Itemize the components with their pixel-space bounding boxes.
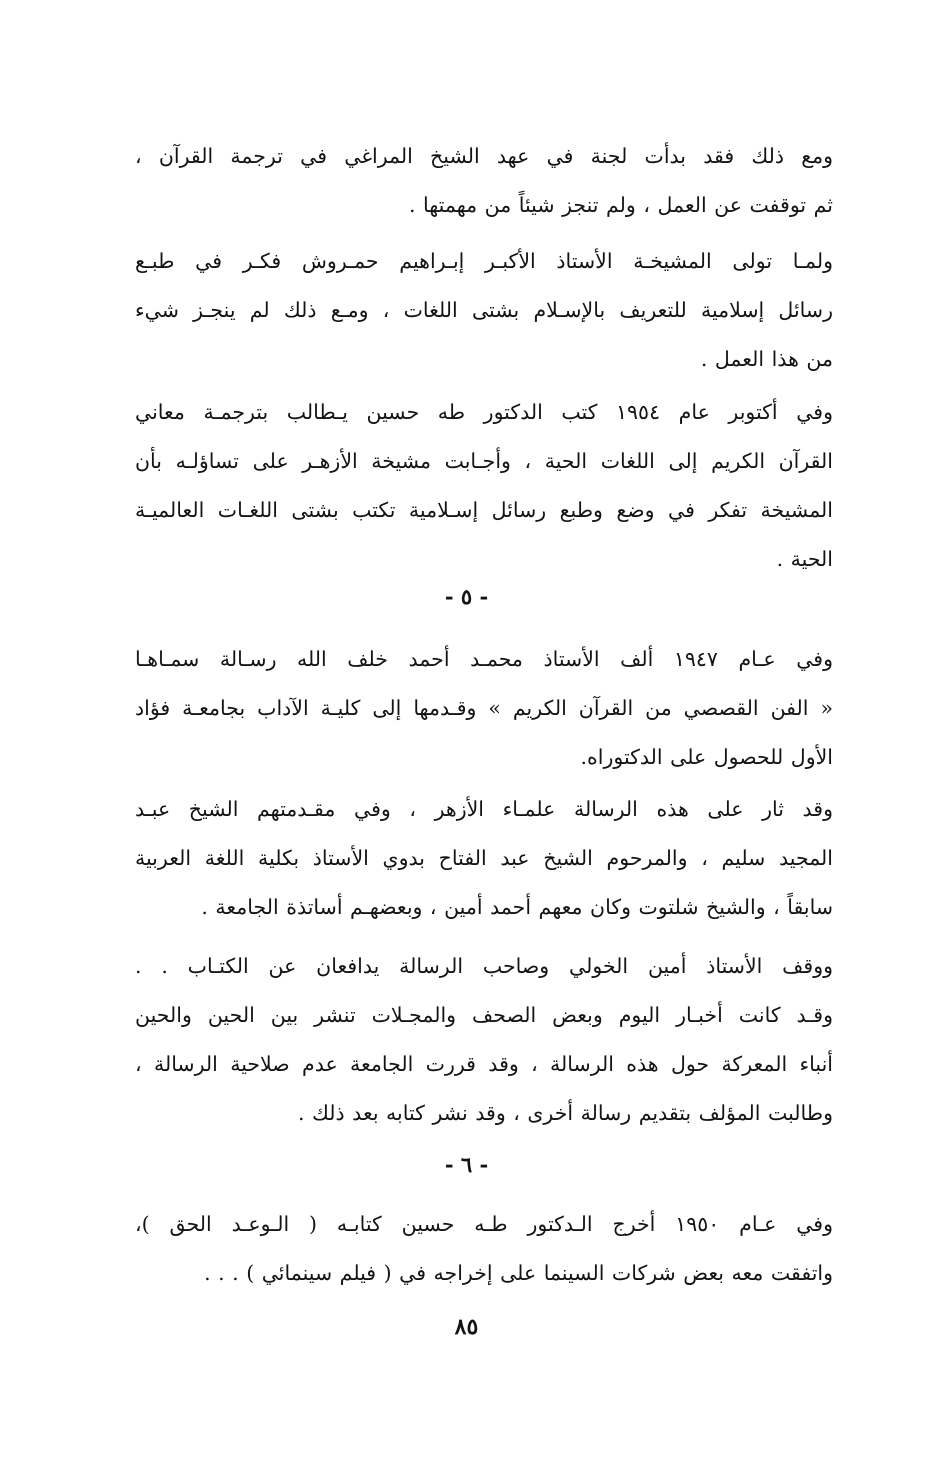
text-line: وطالبت المؤلف بتقديم رسالة أخرى ، وقد نشر كتابه بعد ذلك . <box>297 1101 833 1125</box>
text-line: القرآن الكريم إلى اللغات الحية ، وأجـابت مشيخة الأزهـر على تساؤلـه بأن <box>135 449 833 473</box>
paragraph-khouli-defense <box>135 942 833 1138</box>
text-line: أنباء المعركة حول هذه الرسالة ، وقد قررت الجامعة عدم صلاحية الرسالة ، <box>135 1052 833 1076</box>
section-mark-5: - ٥ - <box>444 584 489 609</box>
paragraph-true-promise-1950 <box>135 1200 833 1298</box>
text-line: ولمـا تولى المشيخـة الأستاذ الأكبـر إبـراهيم حمـروش فكـر في طبـع <box>135 249 833 273</box>
text-line: وفي عـام ١٩٥٠ أخرج الـدكتور طـه حسين كتابـه ( الـوعـد الحق )، <box>135 1212 833 1236</box>
text-line: ثم توقفت عن العمل ، ولم تنجز شيئاً من مهمتها . <box>408 193 833 217</box>
text-line: الحية . <box>776 547 833 571</box>
text-line: سابقاً ، والشيخ شلتوت وكان معهم أحمد أمين ، وبعضهـم أساتذة الجامعة . <box>201 895 833 919</box>
text-line: ومع ذلك فقد بدأت لجنة في عهد الشيخ المراغي في ترجمة القرآن ، <box>135 144 833 168</box>
text-line: واتفقت معه بعض شركات السينما على إخراجه في ( فيلم سينمائي ) . . . <box>204 1261 833 1285</box>
text-line: رسائل إسلامية للتعريف بالإسـلام بشتى اللغات ، ومـع ذلك لم ينجـز شيء <box>135 298 833 322</box>
text-line: المشيخة تفكر في وضع وطبع رسائل إسـلامية تكتب بشتى اللغـات العالميـة <box>135 498 833 522</box>
paragraph-taha-hussein-1954 <box>135 388 833 584</box>
text-line: ووقف الأستاذ أمين الخولي وصاحب الرسالة يدافعان عن الكتـاب . . <box>135 954 833 978</box>
paragraph-azhar-scholars <box>135 785 833 932</box>
paragraph-khalafallah-1947 <box>135 635 833 782</box>
text-line: « الفن القصصي من القرآن الكريم » وقـدمها إلى كليـة الآداب بجامعـة فؤاد <box>135 696 833 720</box>
text-line: وقـد كانت أخبـار اليوم وبعض الصحف والمجـلات تنشر بين الحين والحين <box>135 1003 833 1027</box>
text-line: وفي عـام ١٩٤٧ ألف الأستاذ محمـد أحمد خلف الله رسـالة سمـاهـا <box>135 647 833 671</box>
paragraph-hamroush-messages <box>135 237 833 384</box>
text-line: المجيد سليم ، والمرحوم الشيخ عبد الفتاح بدوي الأستاذ بكلية اللغة العربية <box>135 846 833 870</box>
text-line: من هذا العمل . <box>700 347 833 371</box>
text-line: وقد ثار على هذه الرسالة علمـاء الأزهر ، وفي مقـدمتهم الشيخ عبـد <box>135 797 833 821</box>
text-line: وفي أكتوبر عام ١٩٥٤ كتب الدكتور طه حسين يـطالب بترجمـة معاني <box>135 400 833 424</box>
text-line: الأول للحصول على الدكتوراه. <box>580 745 833 769</box>
paragraph-committee-translation <box>135 132 833 230</box>
page-number: ٨٥ <box>454 1314 479 1340</box>
section-mark-6: - ٦ - <box>444 1152 489 1177</box>
